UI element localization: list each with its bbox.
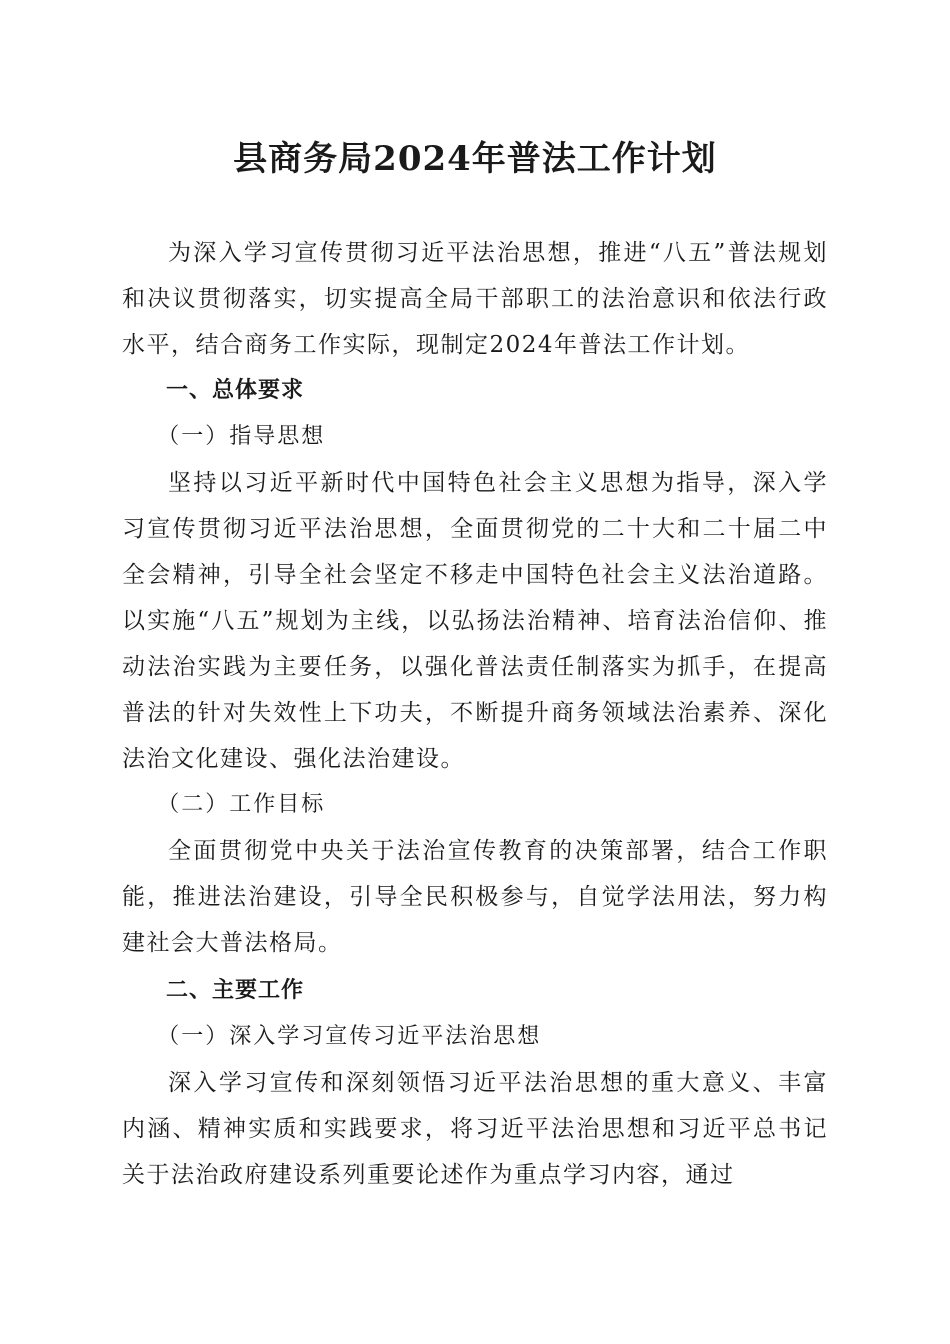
section-1-2-heading: （二）工作目标 — [157, 792, 326, 817]
section-2-heading: 二、主要工作 — [166, 978, 305, 1003]
section-2-1-paragraph: 深入学习宣传和深刻领悟习近平法治思想的重大意义、丰富内涵、精神实质和实践要求，将习近平法治思想和习近平总书记关于法治政府建设系列重要论述作为重点学习内容，通过 — [122, 1070, 828, 1188]
section-1-1-paragraph: 坚持以习近平新时代中国特色社会主义思想为指导，深入学习宣传贯彻习近平法治思想，全面贯彻党的二十大和二十届二中全会精神，引导全社会坚定不移走中国特色社会主义法治道路。以实施“八五”规划为主线，以弘扬法治精神、培育法治信仰、推动法治实践为主要任务，以强化普法责任制落实为抓手，在提高普法的针对失效性上下功夫，不断提升商务领域法治素养、深化法治文化建设、强化法治建设。 — [122, 470, 828, 772]
document-body — [122, 230, 828, 1198]
section-1-2-paragraph: 全面贯彻党中央关于法治宣传教育的决策部署，结合工作职能，推进法治建设，引导全民积极参与，自觉学法用法，努力构建社会大普法格局。 — [122, 838, 828, 956]
intro-paragraph: 为深入学习宣传贯彻习近平法治思想，推进“八五”普法规划和决议贯彻落实，切实提高全局干部职工的法治意识和依法行政水平，结合商务工作实际，现制定2024年普法工作计划。 — [122, 240, 828, 358]
section-1-1-heading: （一）指导思想 — [157, 424, 326, 449]
section-1-heading: 一、总体要求 — [166, 378, 305, 403]
document-title: 县商务局2024年普法工作计划 — [233, 139, 717, 179]
section-2-1-heading: （一）深入学习宣传习近平法治思想 — [157, 1024, 542, 1049]
